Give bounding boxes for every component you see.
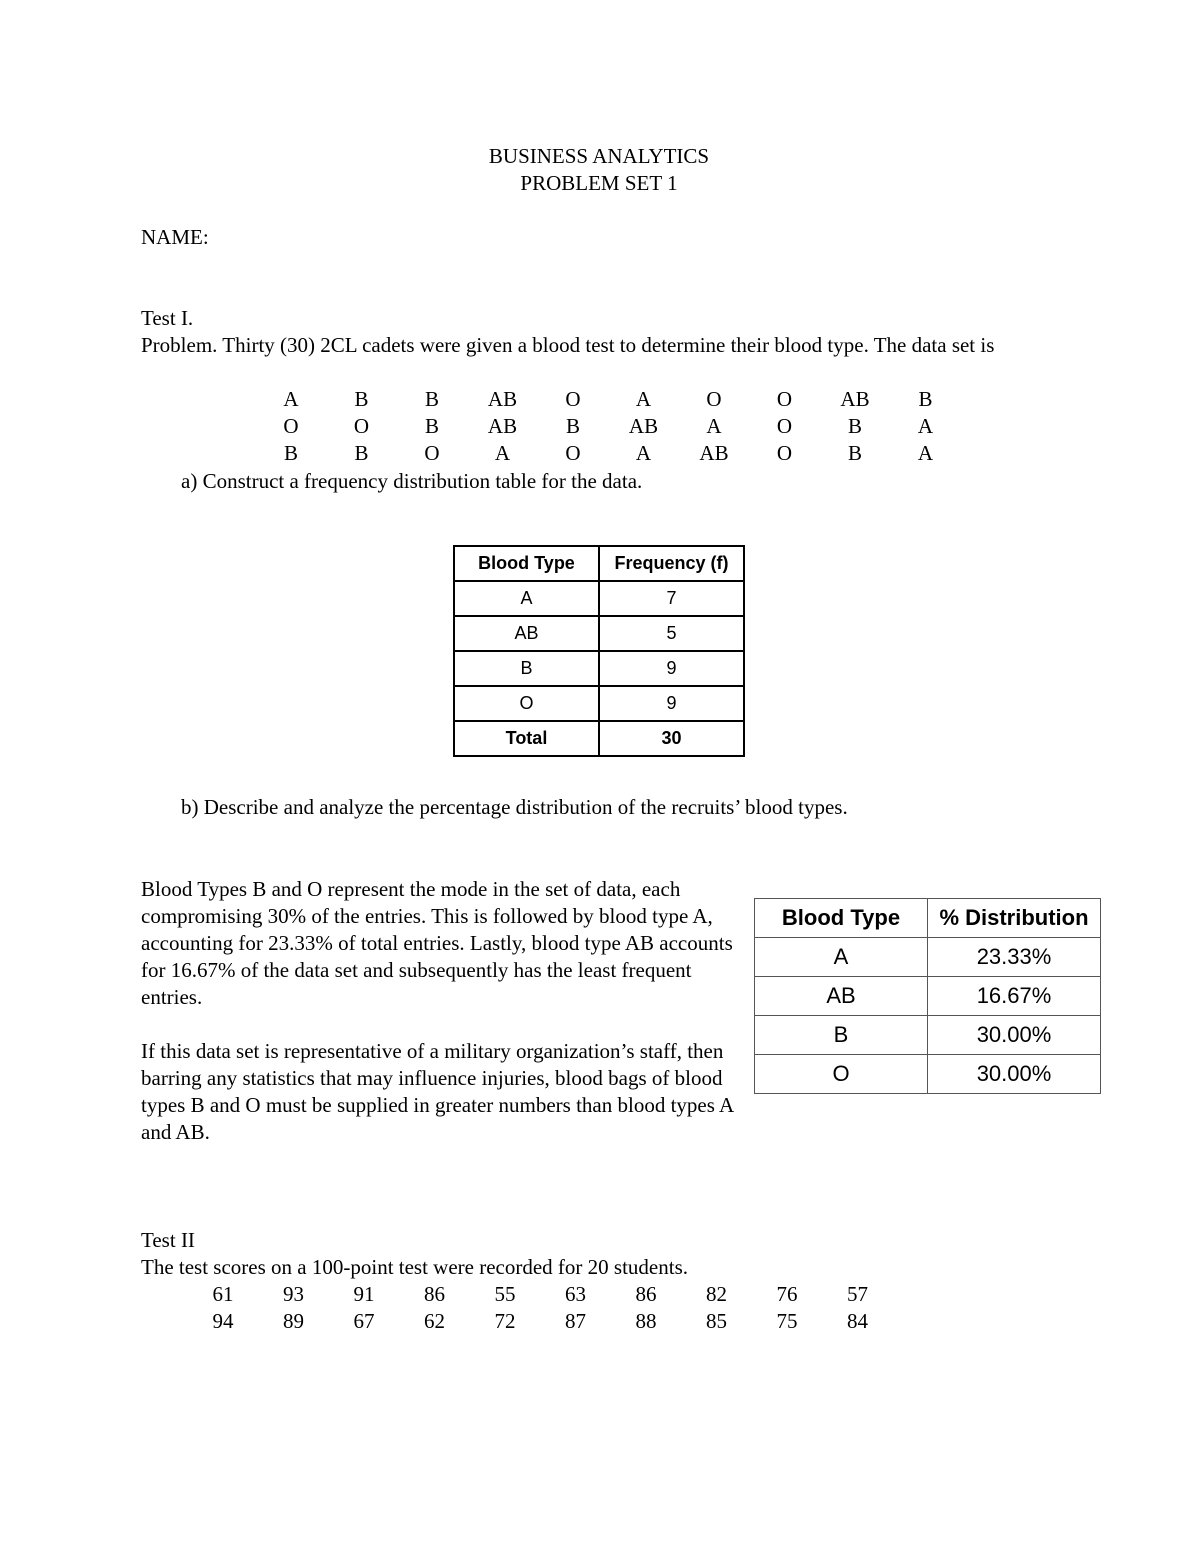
blood-type-value: AB [699, 441, 729, 465]
document-title [0, 143, 1198, 197]
blood-type-value: B [565, 414, 580, 438]
table-row [755, 977, 1101, 1016]
table-row [454, 686, 744, 721]
blood-type-value: O [424, 441, 440, 465]
blood-type-cell: O [454, 686, 599, 721]
table-row [755, 1016, 1101, 1055]
blood-type-value: A [635, 441, 652, 465]
blood-type-value: O [565, 387, 581, 411]
title-line-2: PROBLEM SET 1 [520, 171, 678, 195]
blood-type-value: AB [487, 387, 518, 411]
table-header-row [454, 546, 744, 581]
score-value: 86 [424, 1282, 445, 1306]
table-row [755, 1055, 1101, 1094]
analysis-paragraph-1: Blood Types B and O represent the mode in the set of data, each compromising 30% of the entries. This is followed by blood type A, accounting for 23.33% of total entries. Lastly, blood type AB accounts for 16.67% of the data set and subsequently has the least frequent entries. [141, 877, 733, 1009]
blood-type-value: B [424, 387, 439, 411]
frequency-distribution-table [453, 545, 745, 757]
table-row [755, 938, 1101, 977]
blood-data-row [0, 386, 1200, 413]
blood-type-value: O [565, 441, 581, 465]
table-row [454, 651, 744, 686]
score-value: 55 [494, 1282, 516, 1306]
blood-type-value: A [917, 414, 934, 438]
score-value: 88 [635, 1309, 657, 1333]
blood-type-value: A [635, 387, 652, 411]
score-value: 72 [494, 1309, 516, 1333]
header-percent-distribution: % Distribution [928, 899, 1101, 938]
blood-type-value: B [354, 387, 369, 411]
score-value: 87 [565, 1309, 586, 1333]
blood-type-value: O [706, 387, 722, 411]
frequency-cell: 9 [599, 651, 744, 686]
total-label: Total [454, 721, 599, 756]
score-value: 89 [283, 1309, 304, 1333]
blood-type-value: AB [840, 387, 870, 411]
score-value: 94 [212, 1309, 234, 1333]
blood-type-value: O [776, 441, 793, 465]
percent-cell: 23.33% [928, 938, 1101, 977]
frequency-cell: 9 [599, 686, 744, 721]
blood-type-value: A [283, 387, 299, 411]
score-value: 75 [776, 1309, 798, 1333]
blood-type-value: O [776, 387, 793, 411]
percent-cell: 30.00% [928, 1055, 1101, 1094]
score-value: 63 [565, 1282, 586, 1306]
blood-type-value: A [494, 441, 511, 465]
test1-problem-statement: Problem. Thirty (30) 2CL cadets were given a blood test to determine their blood type. The data set is [141, 333, 995, 357]
blood-type-value: B [424, 414, 439, 438]
blood-type-cell: AB [755, 977, 928, 1016]
name-label: NAME: [141, 225, 209, 249]
header-blood-type: Blood Type [454, 546, 599, 581]
total-value: 30 [599, 721, 744, 756]
blood-type-cell: B [755, 1016, 928, 1055]
table-row [454, 581, 744, 616]
score-value: 86 [635, 1282, 657, 1306]
header-blood-type: Blood Type [755, 899, 928, 938]
score-value: 91 [353, 1282, 375, 1306]
blood-type-value: B [283, 441, 298, 465]
blood-type-value: O [283, 414, 299, 438]
test2-heading: Test II [141, 1228, 195, 1252]
blood-type-value: AB [628, 414, 659, 438]
percent-cell: 16.67% [928, 977, 1101, 1016]
header-frequency: Frequency (f) [599, 546, 744, 581]
analysis-text [141, 876, 736, 1173]
blood-type-value: O [353, 414, 370, 438]
frequency-cell: 5 [599, 616, 744, 651]
score-value: 93 [283, 1282, 304, 1306]
table-header-row [755, 899, 1101, 938]
title-line-1: BUSINESS ANALYTICS [488, 144, 710, 168]
analysis-paragraph-2: If this data set is representative of a military organization’s staff, then barring any statistics that may influence injuries, blood bags of blood types B and O must be supplied in greater numbers than blood types A and AB. [141, 1039, 733, 1144]
score-row [0, 1281, 1200, 1308]
blood-data-row [0, 413, 1200, 440]
frequency-cell: 7 [599, 581, 744, 616]
test2-intro: The test scores on a 100-point test were recorded for 20 students. [141, 1255, 689, 1279]
blood-type-value: AB [487, 414, 518, 438]
score-value: 67 [353, 1309, 375, 1333]
blood-type-value: A [917, 441, 934, 465]
blood-type-cell: AB [454, 616, 599, 651]
score-value: 62 [424, 1309, 445, 1333]
blood-type-cell: A [755, 938, 928, 977]
blood-type-value: A [706, 414, 722, 438]
score-value: 82 [706, 1282, 727, 1306]
blood-type-value: B [847, 414, 862, 438]
blood-type-value: O [776, 414, 793, 438]
table-total-row [454, 721, 744, 756]
score-value: 76 [776, 1282, 798, 1306]
table-row [454, 616, 744, 651]
question-b: b) Describe and analyze the percentage distribution of the recruits’ blood types. [181, 795, 848, 819]
score-value: 85 [706, 1309, 727, 1333]
blood-type-value: B [918, 387, 933, 411]
blood-type-cell: O [755, 1055, 928, 1094]
blood-data-row [0, 440, 1200, 467]
score-value: 61 [212, 1282, 234, 1306]
score-row [0, 1308, 1200, 1335]
blood-type-cell: B [454, 651, 599, 686]
question-a: a) Construct a frequency distribution table for the data. [181, 469, 643, 493]
blood-type-value: B [354, 441, 369, 465]
blood-type-value: B [847, 441, 862, 465]
percentage-distribution-table [754, 898, 1101, 1094]
score-value: 57 [847, 1282, 868, 1306]
percent-cell: 30.00% [928, 1016, 1101, 1055]
test1-heading: Test I. [141, 306, 194, 330]
score-value: 84 [847, 1309, 868, 1333]
blood-type-cell: A [454, 581, 599, 616]
